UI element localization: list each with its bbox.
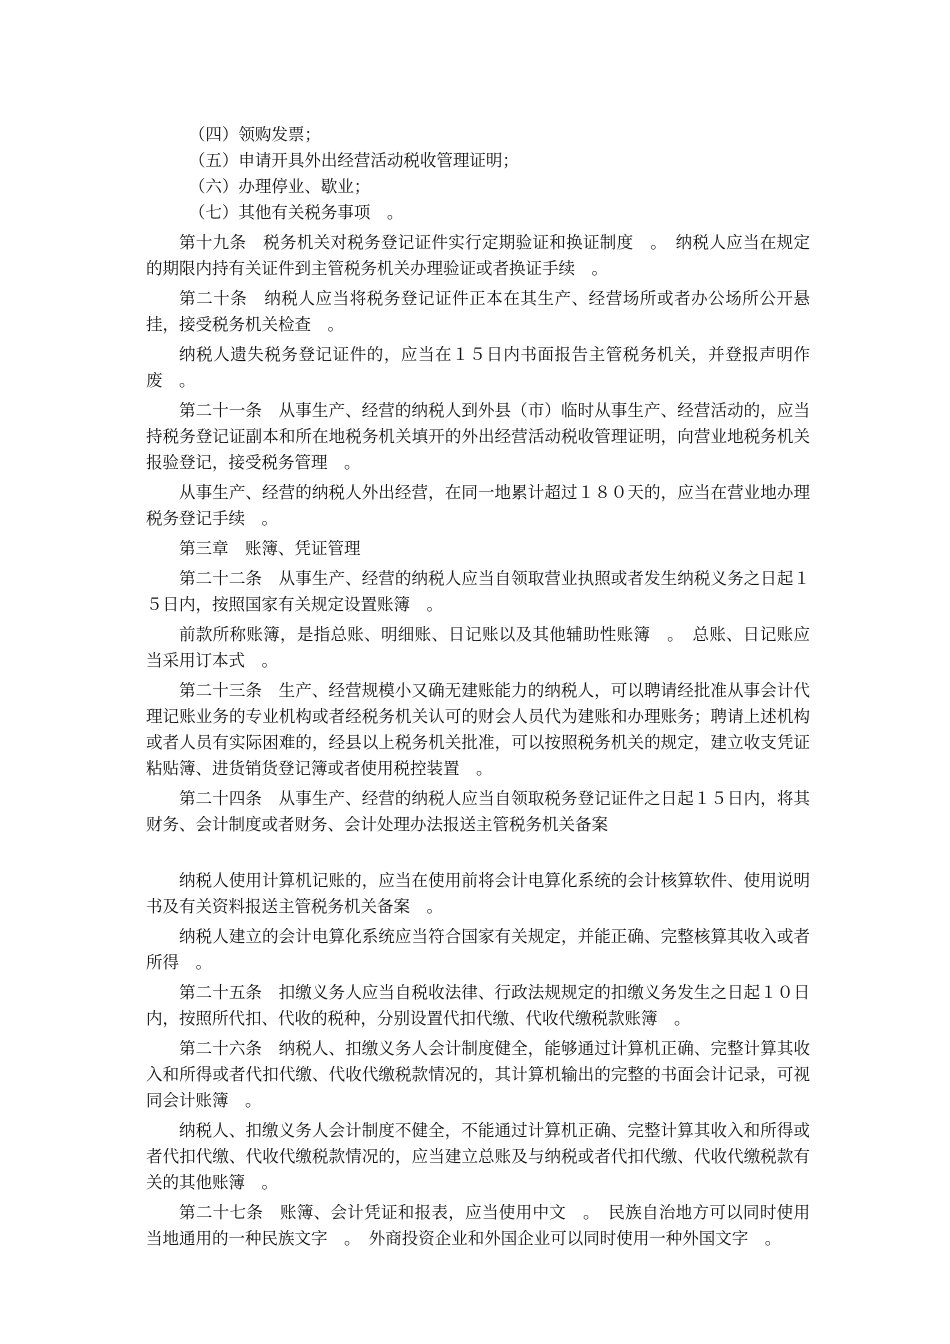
paragraph: 第二十七条 账簿、会计凭证和报表，应当使用中文 。 民族自治地方可以同时使用当地通用的一种民族文字 。 外商投资企业和外国企业可以同时使用一种外国文字 。 bbox=[146, 1203, 810, 1248]
paragraph: 纳税人使用计算机记账的，应当在使用前将会计电算化系统的会计核算软件、使用说明书及有关资料报送主管税务机关备案 。 bbox=[146, 871, 810, 916]
paragraph: 纳税人遗失税务登记证件的，应当在１５日内书面报告主管税务机关，并登报声明作废 。 bbox=[146, 345, 810, 390]
list-item: （六）办理停业、歇业； bbox=[188, 177, 371, 196]
paragraph: 前款所称账簿，是指总账、明细账、日记账以及其他辅助性账簿 。 总账、日记账应当采用订本式 。 bbox=[146, 625, 810, 670]
list-item: （四）领购发票； bbox=[188, 125, 321, 144]
paragraph: 第二十条 纳税人应当将税务登记证件正本在其生产、经营场所或者办公场所公开悬挂，接受税务机关检查 。 bbox=[146, 289, 810, 334]
paragraph: 第二十四条 从事生产、经营的纳税人应当自领取税务登记证件之日起１５日内，将其财务、会计制度或者财务、会计处理办法报送主管税务机关备案 bbox=[146, 789, 810, 834]
document-page bbox=[146, 122, 810, 1252]
paragraph: 从事生产、经营的纳税人外出经营，在同一地累计超过１８０天的，应当在营业地办理税务登记手续 。 bbox=[146, 483, 810, 528]
list-item: （七）其他有关税务事项 。 bbox=[188, 203, 404, 222]
paragraph: 第二十六条 纳税人、扣缴义务人会计制度健全，能够通过计算机正确、完整计算其收入和所得或者代扣代缴、代收代缴税款情况的，其计算机输出的完整的书面会计记录，可视同会计账簿 。 bbox=[146, 1039, 810, 1110]
paragraph: 第十九条 税务机关对税务登记证件实行定期验证和换证制度 。 纳税人应当在规定的期限内持有关证件到主管税务机关办理验证或者换证手续 。 bbox=[146, 233, 810, 278]
list-item: （五）申请开具外出经营活动税收管理证明； bbox=[188, 151, 519, 170]
paragraph: 第二十五条 扣缴义务人应当自税收法律、行政法规规定的扣缴义务发生之日起１０日内，按照所代扣、代收的税种，分别设置代扣代缴、代收代缴税款账簿 。 bbox=[146, 983, 810, 1028]
paragraph: 第二十三条 生产、经营规模小又确无建账能力的纳税人，可以聘请经批准从事会计代理记账业务的专业机构或者经税务机关认可的财会人员代为建账和办理账务；聘请上述机构或者人员有实际困难的，经县以上税务机关批准，可以按照税务机关的规定，建立收支凭证粘贴簿、进货销货登记簿或者使用税控装置 。 bbox=[146, 681, 810, 778]
paragraph: 纳税人、扣缴义务人会计制度不健全，不能通过计算机正确、完整计算其收入和所得或者代扣代缴、代收代缴税款情况的，应当建立总账及与纳税或者代扣代缴、代收代缴税款有关的其他账簿 。 bbox=[146, 1121, 810, 1192]
paragraph: 第二十一条 从事生产、经营的纳税人到外县（市）临时从事生产、经营活动的，应当持税务登记证副本和所在地税务机关填开的外出经营活动税收管理证明，向营业地税务机关报验登记，接受税务管理 。 bbox=[146, 401, 810, 472]
paragraph-gap bbox=[146, 838, 810, 864]
paragraph: 第二十二条 从事生产、经营的纳税人应当自领取营业执照或者发生纳税义务之日起１５日内，按照国家有关规定设置账簿 。 bbox=[146, 569, 810, 614]
paragraph: 第三章 账簿、凭证管理 bbox=[179, 539, 361, 558]
paragraph: 纳税人建立的会计电算化系统应当符合国家有关规定，并能正确、完整核算其收入或者所得 。 bbox=[146, 927, 810, 972]
